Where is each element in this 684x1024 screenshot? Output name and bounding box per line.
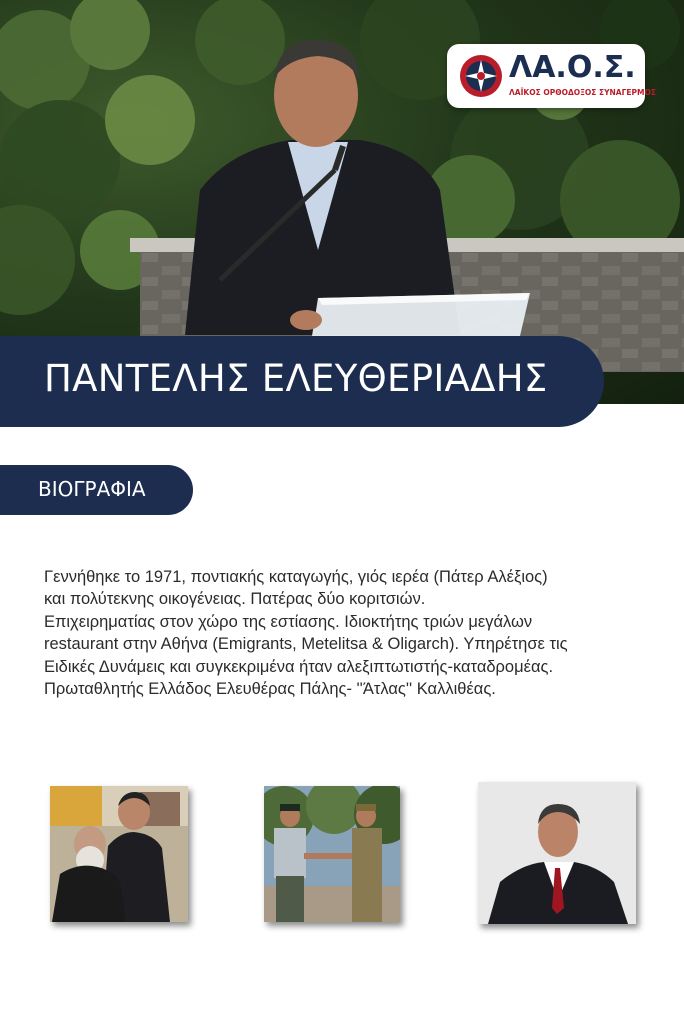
photo-military-handshake-image — [264, 786, 400, 922]
biography-line: Πρωταθλητής Ελλάδος Ελευθέρας Πάλης- ''Άτλας'' Καλλιθέας. — [44, 680, 496, 699]
biography-line: Γεννήθηκε το 1971, ποντιακής καταγωγής, γιός ιερέα (Πάτερ Αλέξιος) — [44, 568, 548, 586]
photo-with-father — [50, 786, 188, 922]
logo-subtitle: ΛΑΪΚΟΣ ΟΡΘΟΔΟΞΟΣ ΣΥΝΑΓΕΡΜΟΣ — [509, 88, 656, 97]
biography-text — [44, 566, 664, 700]
biography-line: Επιχειρηματίας στον χώρο της εστίασης. Ιδιοκτήτης τριών μεγάλων — [44, 612, 533, 631]
portrait-photo-image — [478, 782, 636, 924]
biography-line: Ειδικές Δυνάμεις και συγκεκριμένα ήταν αλεξιπτωτιστής-καταδρομέας. — [44, 657, 554, 676]
section-title: ΒΙΟΓΡΑΦΙΑ — [38, 477, 146, 501]
logo-name: ΛΑ.Ο.Σ. — [509, 50, 636, 85]
party-emblem-icon — [459, 54, 503, 98]
person-name: ΠΑΝΤΕΛΗΣ ΕΛΕΥΘΕΡΙΑΔΗΣ — [44, 357, 548, 400]
name-banner — [0, 336, 604, 427]
biography-line: restaurant στην Αθήνα (Emigrants, Metelitsa & Oligarch). Υπηρέτησε τις — [44, 635, 568, 654]
portrait-photo — [478, 782, 636, 924]
photo-military-handshake — [264, 786, 400, 922]
party-logo — [447, 44, 656, 108]
photo-with-father-image — [50, 786, 188, 922]
biography-line: και πολύτεκνης οικογένειας. Πατέρας δύο κοριτσιών. — [44, 590, 426, 609]
section-tag — [0, 465, 193, 515]
